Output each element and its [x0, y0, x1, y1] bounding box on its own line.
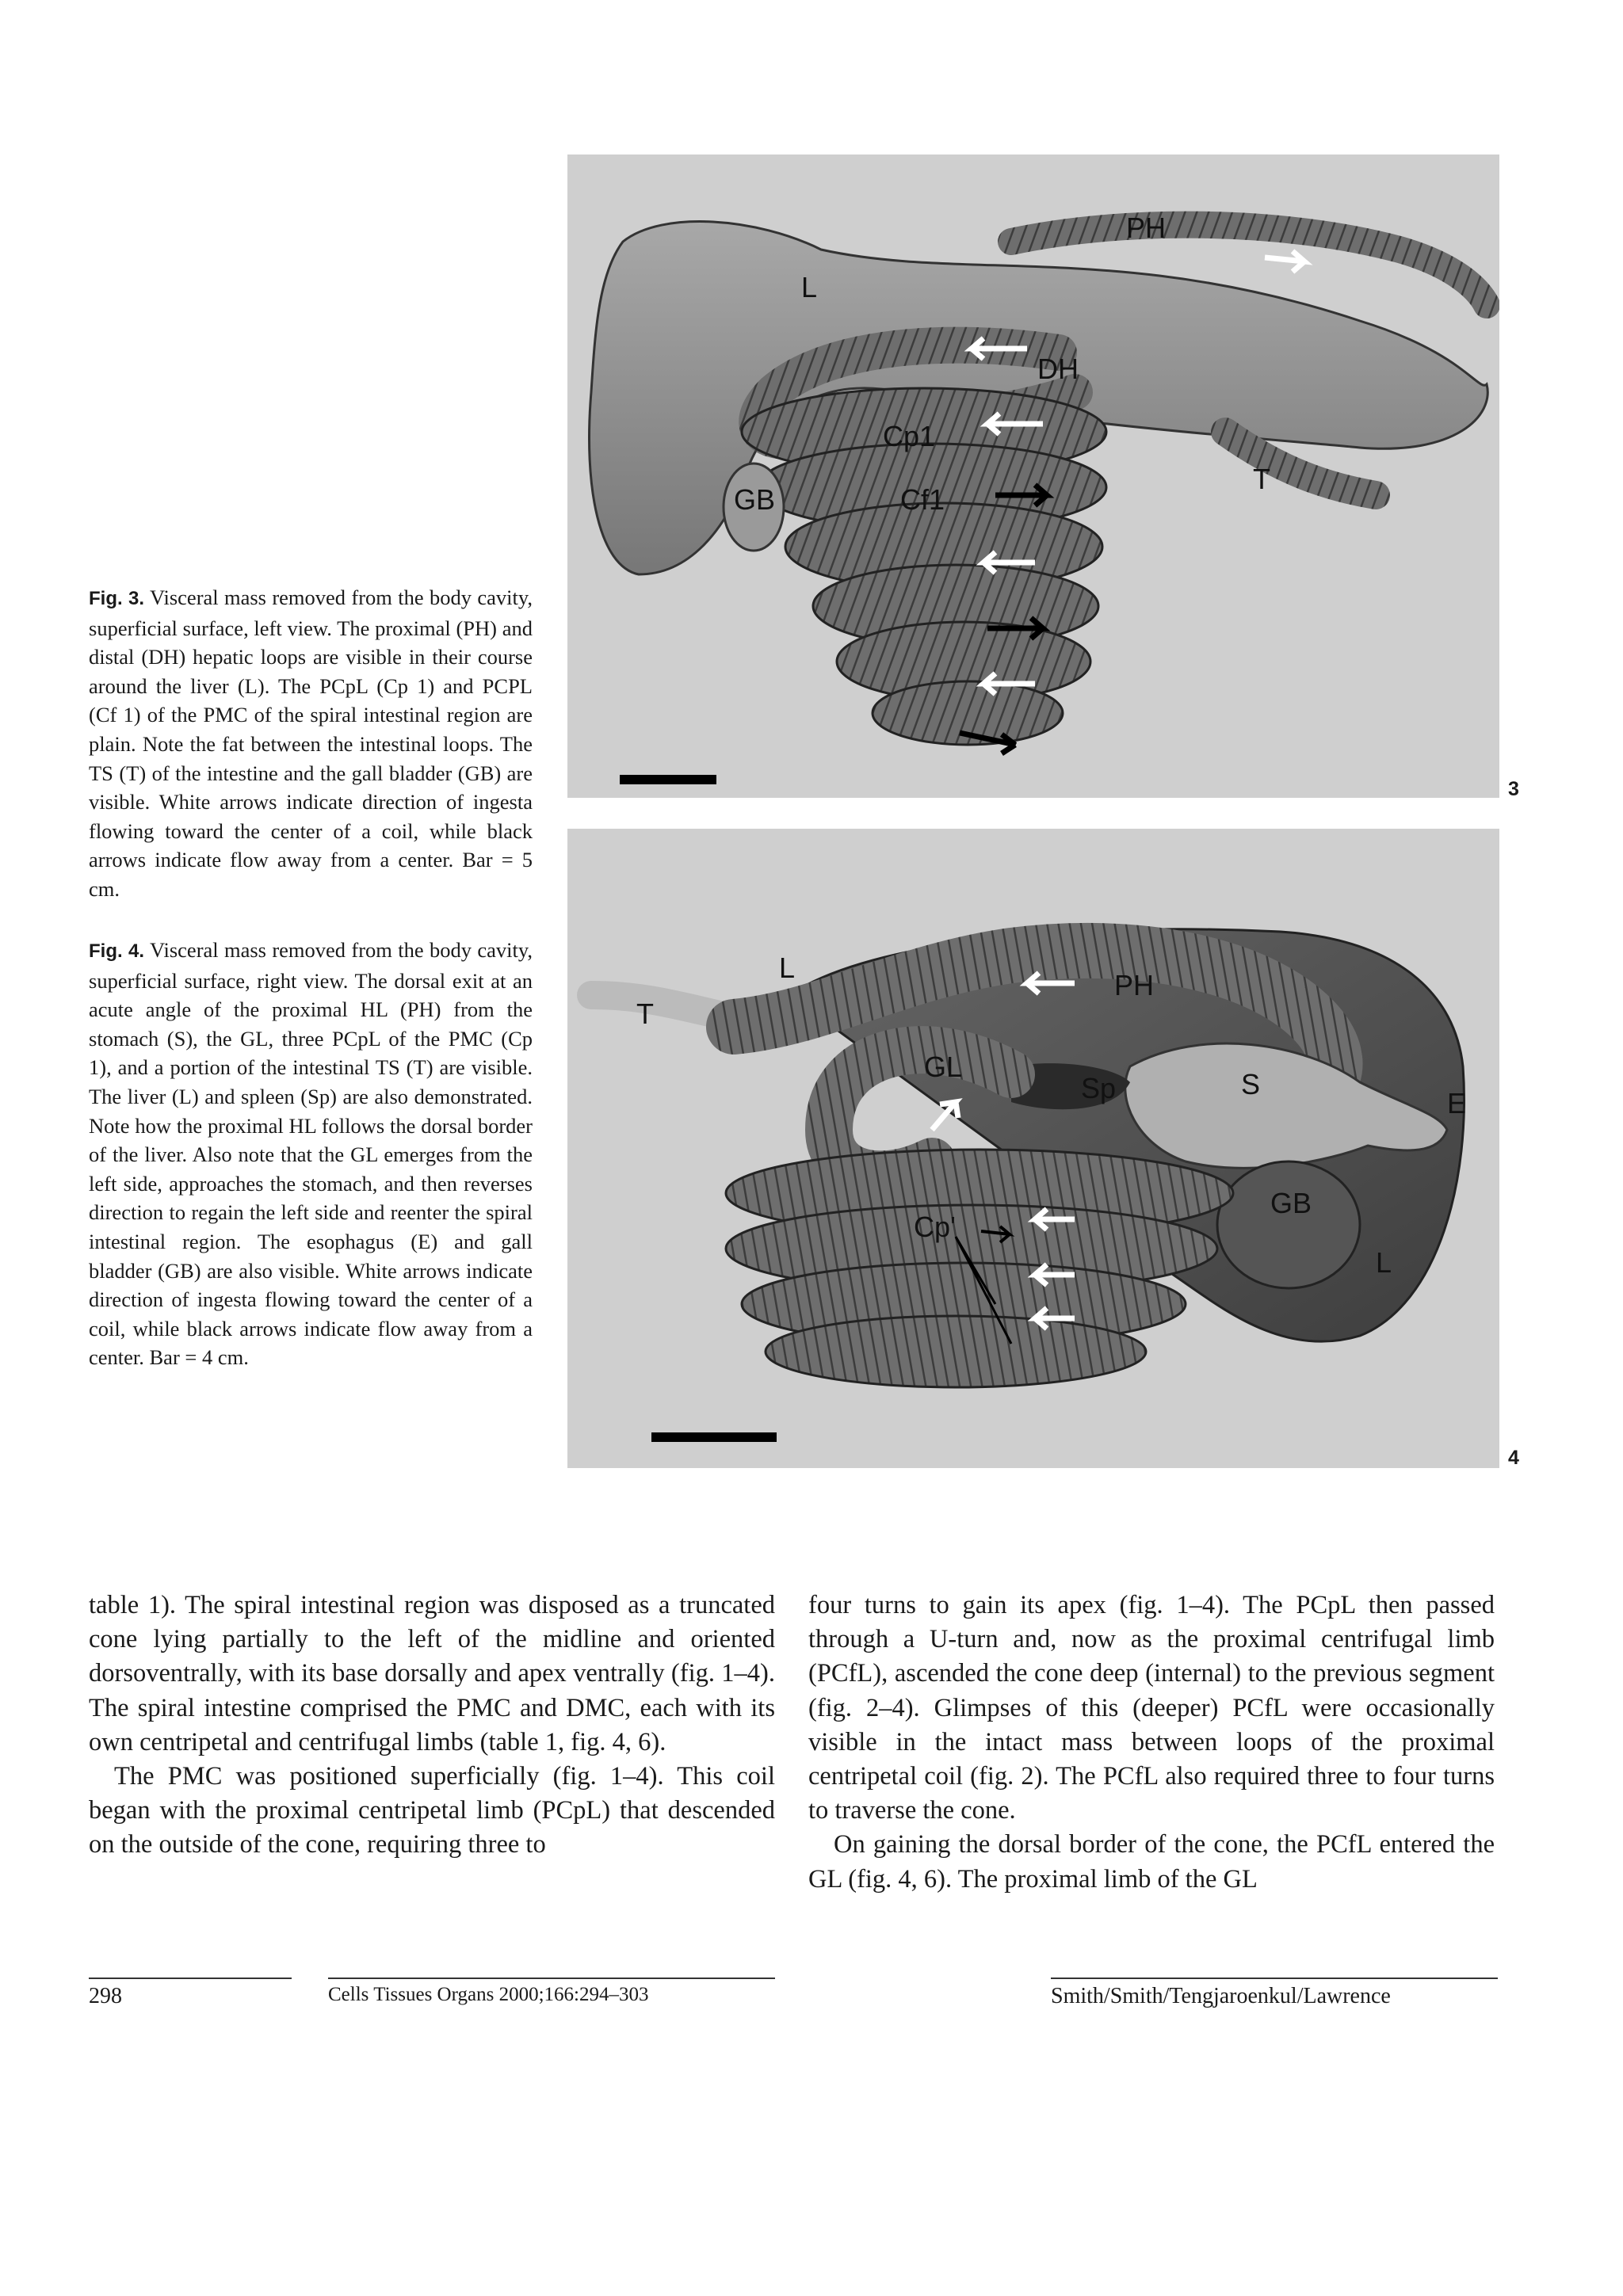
label-ph: PH	[1114, 969, 1155, 1001]
label-t: T	[1253, 463, 1270, 495]
scale-bar	[651, 1432, 777, 1442]
spiral-coil	[726, 1150, 1233, 1387]
label-ph: PH	[1126, 212, 1167, 244]
scale-bar	[620, 775, 716, 784]
figure-3-illustration	[567, 154, 1499, 798]
label-gb: GB	[734, 483, 776, 516]
label-cp: Cp'	[914, 1211, 956, 1243]
label-dh: DH	[1037, 353, 1079, 385]
body-column-left	[89, 1589, 775, 1863]
figure-4-caption-label: Fig. 4.	[89, 940, 145, 962]
figure-4-caption-text: Visceral mass removed from the body cavity, superficial surface, right view. The dorsal exit at an acute angle of the proximal HL (PH) from the stomach (S), the GL, three PCpL of the PMC (Cp 1), and a portion of the intestinal TS (T) are visible. The liver (L) and spleen (Sp) are also demonstrated. Note how the proximal HL follows the dorsal border of the liver. Also note that the GL emerges from the left side, approaches the stomach, and then reverses direction to regain the left side and reenter the spiral intestinal region. The esophagus (E) and gall bladder (GB) are also visible. White arrows indicate direction of ingesta flowing toward the center of a coil, while black arrows indicate flow away from a center. Bar = 4 cm.	[89, 938, 533, 1370]
label-l: L	[779, 952, 796, 984]
label-gb: GB	[1270, 1187, 1312, 1219]
footer-rule	[328, 1978, 775, 1979]
journal-citation: Cells Tissues Organs 2000;166:294–303	[328, 1984, 649, 2005]
paragraph: The PMC was positioned superficially (fig. 1–4). This coil began with the proximal centripetal limb (PCpL) that descended on the outside of the cone, requiring three to	[89, 1762, 775, 1859]
paragraph: table 1). The spiral intestinal region was disposed as a truncated cone lying partially to the left of the midline and oriented dorsoventrally, with its base dorsally and apex ventrally (fig. 1–4). The spiral intestine comprised the PMC and DMC, each with its own centripetal and centrifugal limbs (table 1, fig. 4, 6).	[89, 1591, 775, 1756]
label-cf1: Cf1	[900, 483, 945, 516]
running-authors: Smith/Smith/Tengjaroenkul/Lawrence	[1051, 1984, 1391, 2008]
body-column-right	[808, 1589, 1495, 1897]
label-sp: Sp	[1081, 1072, 1117, 1104]
footer-rule	[89, 1978, 292, 1979]
figure-3-image	[567, 154, 1499, 798]
paragraph: On gaining the dorsal border of the cone, the PCfL entered the GL (fig. 4, 6). The proximal limb of the GL	[808, 1830, 1495, 1894]
figure-4-number: 4	[1508, 1447, 1519, 1469]
footer-rule	[1051, 1978, 1498, 1979]
figure-4-image	[567, 829, 1499, 1468]
gall-bladder	[1217, 1161, 1360, 1288]
figure-3-caption-label: Fig. 3.	[89, 588, 145, 609]
paragraph: four turns to gain its apex (fig. 1–4). The PCpL then passed through a U-turn and, now as the proximal centrifugal limb (PCfL), ascended the cone deep (internal) to the previous segment (fig. 2–4). Glimpses of this (deeper) PCfL were occasionally visible in the intact mass between loops of the proximal centripetal coil (fig. 2). The PCfL also required three to four turns to traverse the cone.	[808, 1591, 1495, 1825]
figure-3-caption	[89, 583, 533, 904]
label-t: T	[636, 997, 654, 1030]
label-s: S	[1241, 1068, 1261, 1100]
figure-3-caption-text: Visceral mass removed from the body cavity, superficial surface, left view. The proximal (PH) and distal (DH) hepatic loops are visible in their course around the liver (L). The PCpL (Cp 1) and PCPL (Cf 1) of the PMC of the spiral intestinal region are plain. Note the fat between the intestinal loops. The TS (T) of the intestine and the gall bladder (GB) are visible. White arrows indicate direction of ingesta flowing toward the center of a coil, while black arrows indicate flow away from a center. Bar = 5 cm.	[89, 585, 533, 901]
figure-4-illustration	[567, 829, 1499, 1468]
label-e: E	[1447, 1087, 1467, 1119]
label-l-2: L	[1376, 1246, 1392, 1279]
page-number: 298	[89, 1984, 122, 2008]
figure-4-caption	[89, 936, 533, 1372]
label-gl: GL	[924, 1051, 963, 1083]
white-arrow-icon	[1265, 251, 1304, 272]
label-l: L	[801, 271, 818, 303]
figure-3-number: 3	[1508, 778, 1519, 800]
label-cp1: Cp1	[883, 420, 936, 452]
